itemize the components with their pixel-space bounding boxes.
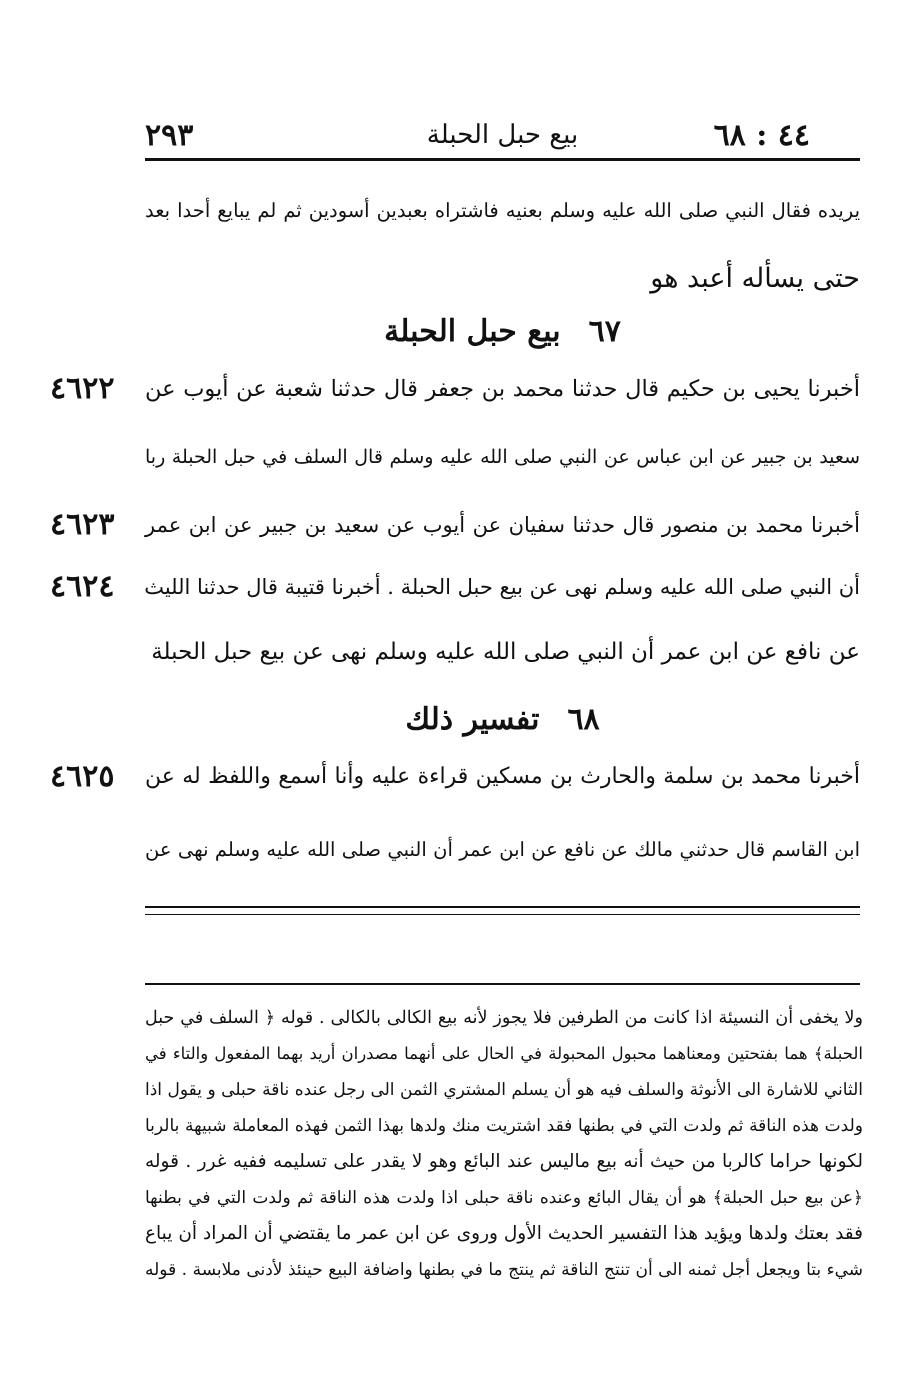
header-rule (145, 158, 860, 161)
running-title: بيع حبل الحبلة (426, 120, 579, 150)
section-heading-68 (145, 700, 860, 740)
page-header (145, 118, 860, 158)
footnote-line: ﴿عن بيع حبل الحبلة﴾ هو أن يقال البائع وعنده ناقة حبلى اذا ولدت هذه الناقة ثم ولدت التي في بطنها (145, 1188, 863, 1208)
hadith-number-4625: ٤٦٢٥ (50, 759, 115, 794)
section-heading-67 (145, 312, 860, 352)
text-line: سعيد بن جبير عن ابن عباس عن النبي صلى الله عليه وسلم قال السلف في حبل الحبلة ربا (145, 446, 860, 468)
footnote-line: ولدت هذه الناقة ثم ولدت التي في بطنها فقد اشتريت منك ولدها بهذا الثمن فهذه المعاملة شبيهة بالربا (145, 1116, 863, 1136)
footnote-line: الحبلة﴾ هما بفتحتين ومعناهما محبول المحبولة في الحال على أنهما مصدران أريد بهما المفعول والتاء في (145, 1044, 863, 1063)
section-title: بيع حبل الحبلة (384, 314, 561, 349)
text-line: أخبرنا محمد بن سلمة والحارث بن مسكين قراءة عليه وأنا أسمع واللفظ له عن (145, 764, 860, 789)
text-line: أخبرنا محمد بن منصور قال حدثنا سفيان عن أيوب عن سعيد بن جبير عن ابن عمر (145, 513, 860, 537)
hadith-number-4624: ٤٦٢٤ (50, 569, 115, 604)
text-line: حتى يسأله أعبد هو (650, 263, 860, 294)
page-number: ٢٩٣ (145, 118, 194, 153)
hadith-number-4623: ٤٦٢٣ (50, 507, 115, 542)
text-line: عن نافع عن ابن عمر أن النبي صلى الله عليه وسلم نهى عن بيع حبل الحبلة (151, 639, 860, 665)
hadith-number-4622: ٤٦٢٢ (50, 371, 115, 406)
footnote-line: فقد بعتك ولدها ويؤيد هذا التفسير الحديث الأول وروى عن ابن عمر ما يقتضي أن المراد أن يباع (145, 1223, 863, 1244)
text-line: أن النبي صلى الله عليه وسلم نهى عن بيع حبل الحبلة . أخبرنا قتيبة قال حدثنا الليث (144, 575, 860, 599)
section-number: ٦٧ (588, 314, 621, 349)
text-line: يريده فقال النبي صلى الله عليه وسلم بعنيه فاشتراه بعبدين أسودين ثم لم يبايع أحدا بعد (145, 199, 860, 222)
footnote-line: الثاني للاشارة الى الأنوثة والسلف فيه هو أن يسلم المشتري الثمن الى رجل عنده ناقة حبلى و يقول اذا (145, 1080, 863, 1100)
footnote-line: لكونها حراما كالربا من حيث أنه بيع ماليس عند البائع وهو لا يقدر على تسليمه ففيه غرر . قوله (145, 1151, 863, 1172)
hadith-range: ٤٤ : ٦٨ (713, 118, 810, 153)
footnote-rule (145, 983, 860, 985)
section-title: تفسير ذلك (405, 702, 540, 737)
text-line: أخبرنا يحيى بن حكيم قال حدثنا محمد بن جعفر قال حدثنا شعبة عن أيوب عن (145, 376, 860, 402)
footnote-line: شيء بتا ويجعل أجل ثمنه الى أن تنتج الناقة ثم ينتج ما في بطنها واضافة البيع حينئذ لأدنى ملابسة . قوله (145, 1260, 863, 1280)
section-number: ٦٨ (567, 702, 600, 737)
footnote-line: ولا يخفى أن النسيئة اذا كانت من الطرفين فلا يجوز لأنه بيع الكالى بالكالى . قوله ﴿ السلف في حبل (145, 1008, 863, 1028)
text-line: ابن القاسم قال حدثني مالك عن نافع عن ابن عمر أن النبي صلى الله عليه وسلم نهى عن (145, 838, 860, 861)
section-divider (145, 906, 860, 915)
